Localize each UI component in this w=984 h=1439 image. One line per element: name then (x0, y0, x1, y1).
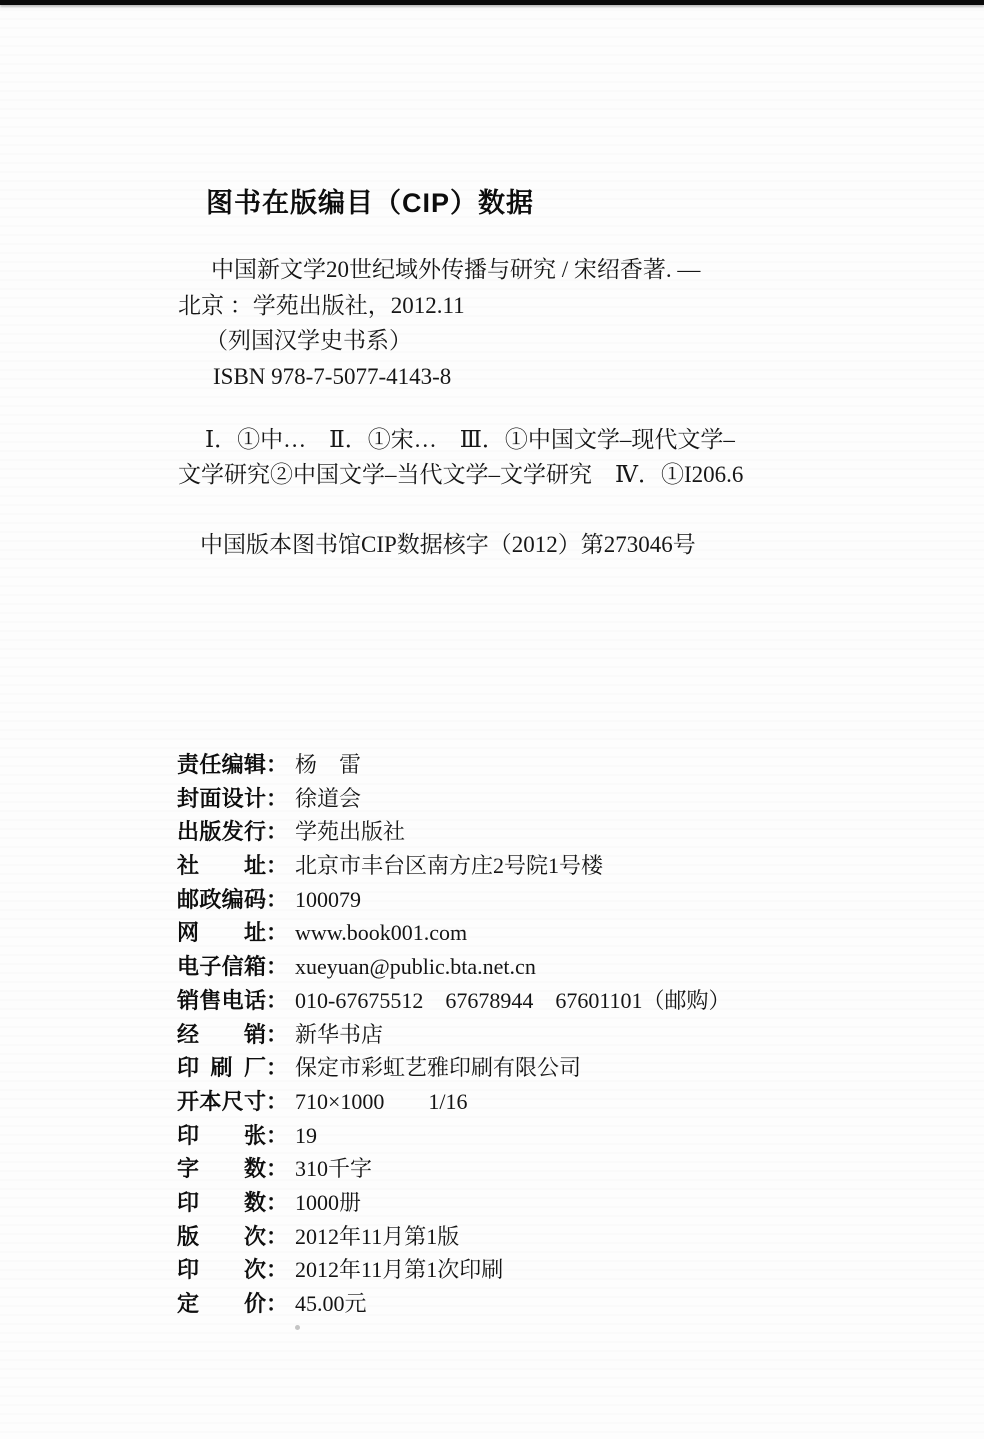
colophon-colon: ： (266, 1291, 289, 1316)
colophon-colon: ： (266, 853, 289, 879)
colophon-value: 310千字 (295, 1156, 373, 1182)
colophon-label: 电子信箱 (177, 954, 266, 980)
colophon-label: 邮政编码 (177, 886, 266, 912)
colophon-colon: ： (266, 1021, 289, 1047)
colophon-label: 印张 (177, 1122, 266, 1148)
colophon-colon: ： (266, 1055, 289, 1081)
colophon-value: 2012年11月第1版 (295, 1223, 460, 1249)
colophon-label: 印次 (177, 1257, 266, 1283)
cip-entry-line: （列国汉学史书系） (205, 328, 412, 353)
colophon-row-printing (177, 1253, 877, 1287)
colophon-row-distributor (177, 1018, 877, 1052)
colophon-value: 学苑出版社 (295, 819, 406, 845)
colophon-value: xueyuan@public.bta.net.cn (295, 954, 536, 980)
scan-top-edge-artifact (0, 0, 984, 5)
colophon-value: 杨 雷 (295, 752, 362, 777)
colophon-value: 北京市丰台区南方庄2号院1号楼 (295, 853, 604, 879)
colophon-colon: ： (266, 1257, 289, 1283)
colophon-row-print-run (177, 1186, 877, 1220)
colophon-value: 1000册 (295, 1189, 362, 1215)
colophon-colon: ： (266, 1156, 289, 1182)
colophon-label: 网址 (177, 920, 266, 946)
cip-entry-line: 中国新文学20世纪域外传播与研究 / 宋绍香著. — (211, 257, 701, 282)
colophon-colon: ： (266, 785, 289, 811)
colophon-value: 2012年11月第1次印刷 (295, 1257, 504, 1283)
colophon-row-word-count (177, 1152, 877, 1186)
colophon-label: 封面设计 (177, 785, 266, 811)
colophon-label: 版次 (177, 1223, 266, 1249)
colophon-colon: ： (266, 954, 289, 980)
colophon-row-sheets (177, 1119, 877, 1153)
cip-entry-block (178, 252, 818, 394)
colophon-value: 新华书店 (295, 1021, 384, 1047)
colophon-row-sales-phone (177, 984, 877, 1018)
cip-classification-block (178, 423, 838, 492)
colophon-row-printer (177, 1051, 877, 1085)
colophon-label: 社址 (177, 853, 266, 879)
colophon-value: 徐道会 (295, 785, 362, 811)
scan-speckle-artifact (295, 1325, 300, 1330)
colophon-value: 100079 (295, 886, 362, 912)
cip-record-number: 中国版本图书馆CIP数据核字（2012）第273046号 (200, 532, 696, 557)
colophon-label: 销售电话 (177, 987, 266, 1013)
colophon-colon: ： (266, 1088, 289, 1114)
colophon-label: 字数 (177, 1156, 266, 1182)
cip-entry-line: 北京 ：学苑出版社，2012.11 (178, 292, 465, 318)
colophon-colon: ： (266, 987, 289, 1013)
colophon-colon: ： (266, 1122, 289, 1148)
classification-line: 文学研究②中国文学–当代文学–文学研究 Ⅳ．①I206.6 (178, 461, 744, 487)
colophon-value: 保定市彩虹艺雅印刷有限公司 (295, 1055, 582, 1081)
colophon-value: 710×1000 1/16 (295, 1088, 468, 1114)
colophon-row-email (177, 950, 877, 984)
colophon-label: 印刷厂 (177, 1055, 266, 1081)
colophon-row-publisher (177, 815, 877, 849)
colophon-row-price (177, 1287, 877, 1321)
colophon-row-format-size (177, 1085, 877, 1119)
colophon-row-website (177, 916, 877, 950)
colophon-label: 出版发行 (177, 819, 266, 845)
colophon-list (177, 748, 877, 1321)
colophon-colon: ： (266, 819, 289, 845)
colophon-label: 印数 (177, 1189, 266, 1215)
colophon-row-address (177, 849, 877, 883)
colophon-value: 010-67675512 67678944 67601101（邮购） (295, 987, 731, 1013)
colophon-label: 责任编辑 (177, 752, 266, 777)
colophon-row-cover-design (177, 782, 877, 816)
colophon-colon: ： (266, 1189, 289, 1215)
colophon-row-postcode (177, 883, 877, 917)
page-title: 图书在版编目（CIP）数据 (206, 188, 535, 218)
colophon-colon: ： (266, 752, 289, 777)
colophon-value: www.book001.com (295, 920, 468, 946)
colophon-colon: ： (266, 920, 289, 946)
colophon-label: 开本尺寸 (177, 1088, 266, 1114)
colophon-row-editor (177, 748, 877, 782)
classification-line: Ⅰ．①中… Ⅱ．①宋… Ⅲ．①中国文学–现代文学– (205, 427, 735, 452)
colophon-row-edition (177, 1220, 877, 1254)
colophon-colon: ： (266, 1223, 289, 1249)
colophon-value: 45.00元 (295, 1291, 367, 1316)
cip-entry-line-isbn: ISBN 978-7-5077-4143-8 (213, 363, 452, 389)
colophon-colon: ： (266, 886, 289, 912)
colophon-label: 经销 (177, 1021, 266, 1047)
colophon-label: 定价 (177, 1291, 266, 1316)
colophon-value: 19 (295, 1122, 318, 1148)
